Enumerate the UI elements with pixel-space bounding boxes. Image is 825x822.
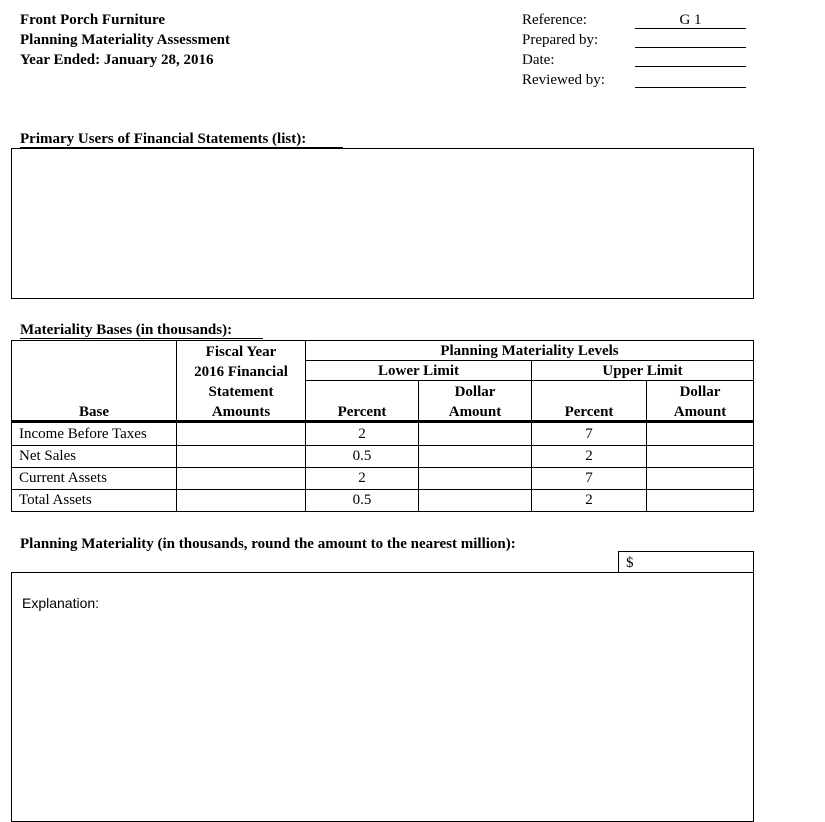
- planning-materiality-title: Planning Materiality (in thousands, round the amount to the nearest million):: [20, 536, 516, 552]
- company-name: Front Porch Furniture: [20, 12, 165, 28]
- table-row-lower-percent: 0.5: [352, 492, 372, 508]
- lower-dollar-header: Dollar: [454, 384, 496, 400]
- upper-limit-header: Upper Limit: [602, 363, 683, 379]
- currency-symbol: $: [626, 555, 634, 571]
- reference-value: G 1: [679, 12, 702, 28]
- upper-dollar-header: Dollar: [679, 384, 721, 400]
- fiscal-header-1: Fiscal Year: [205, 344, 277, 360]
- reference-line[interactable]: [635, 28, 746, 29]
- lower-limit-header: Lower Limit: [378, 363, 459, 379]
- fiscal-header-3: Statement: [208, 384, 274, 400]
- planning-materiality-amount-field[interactable]: [618, 551, 754, 573]
- table-row-upper-percent: 7: [585, 426, 593, 442]
- table-row-lower-percent: 2: [358, 426, 366, 442]
- table-row-lower-percent: 2: [358, 470, 366, 486]
- year-ended: Year Ended: January 28, 2016: [20, 52, 214, 68]
- document-title: Planning Materiality Assessment: [20, 32, 230, 48]
- primary-users-title: Primary Users of Financial Statements (list):: [20, 131, 307, 147]
- upper-percent-header: Percent: [564, 404, 614, 420]
- table-row-upper-percent: 2: [585, 492, 593, 508]
- date-line[interactable]: [635, 66, 746, 67]
- planning-levels-header: Planning Materiality Levels: [440, 343, 619, 359]
- lower-percent-header: Percent: [337, 404, 387, 420]
- table-row-base: Current Assets: [19, 470, 107, 486]
- explanation-label: Explanation:: [22, 595, 100, 611]
- reference-label: Reference:: [522, 12, 587, 28]
- row-divider-1: [12, 445, 753, 446]
- date-label: Date:: [522, 52, 555, 68]
- row-divider-2: [12, 467, 753, 468]
- prepared-by-label: Prepared by:: [522, 32, 599, 48]
- reviewed-by-label: Reviewed by:: [522, 72, 605, 88]
- bases-title: Materiality Bases (in thousands):: [20, 322, 233, 338]
- table-row-base: Net Sales: [19, 448, 77, 464]
- prepared-by-line[interactable]: [635, 47, 746, 48]
- table-row-upper-percent: 7: [585, 470, 593, 486]
- lower-amount-header: Amount: [448, 404, 502, 420]
- primary-users-box[interactable]: [11, 148, 754, 299]
- bases-title-underline: [20, 338, 263, 339]
- table-row-upper-percent: 2: [585, 448, 593, 464]
- explanation-box[interactable]: [11, 572, 754, 822]
- base-header: Base: [79, 404, 109, 420]
- fiscal-header-4: Amounts: [211, 404, 271, 420]
- table-row-lower-percent: 0.5: [352, 448, 372, 464]
- table-row-base: Income Before Taxes: [19, 426, 147, 442]
- row-divider-3: [12, 489, 753, 490]
- fiscal-header-2: 2016 Financial: [194, 364, 288, 380]
- reviewed-by-line[interactable]: [635, 87, 746, 88]
- table-row-base: Total Assets: [19, 492, 92, 508]
- upper-amount-header: Amount: [673, 404, 727, 420]
